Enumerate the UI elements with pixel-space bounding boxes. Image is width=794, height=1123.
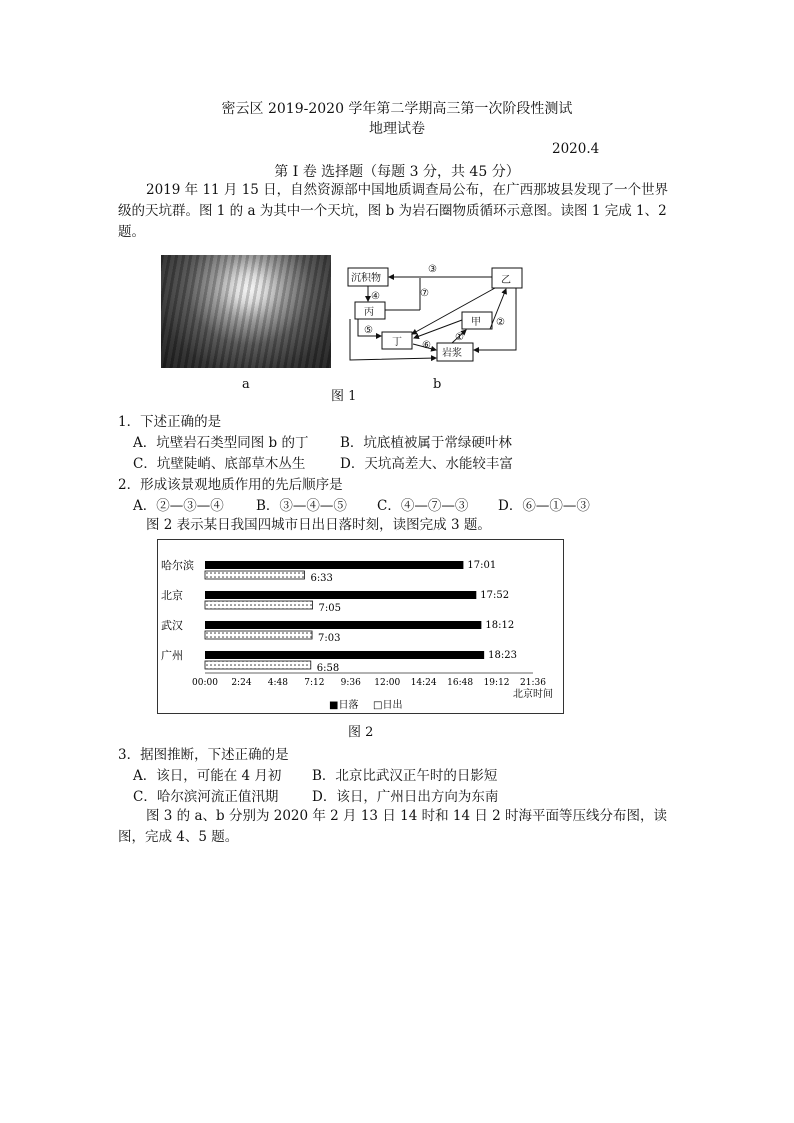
x-axis-label: 北京时间 — [513, 689, 553, 700]
question-2-option-a[interactable]: A．②—③—④ — [133, 498, 224, 514]
question-2-stem: 2．形成该景观地质作用的先后顺序是 — [118, 477, 343, 493]
marker-7: ⑦ — [420, 288, 429, 299]
section-heading: 第 I 卷 选择题（每题 3 分，共 45 分） — [274, 164, 520, 180]
x-tick-label: 19:12 — [483, 678, 510, 688]
exam-title: 密云区 2019-2020 学年第二学期高三第一次阶段性测试 — [221, 101, 573, 117]
question-2-option-b[interactable]: B．③—④—⑤ — [256, 498, 347, 514]
sinkhole-photo — [161, 255, 331, 368]
sunset-value: 17:01 — [467, 560, 497, 571]
sunset-value: 18:12 — [485, 620, 515, 631]
node-magma: 岩浆 — [442, 348, 462, 359]
marker-5: ⑤ — [364, 325, 373, 336]
x-tick-label: 4:48 — [267, 678, 288, 688]
question-3-option-b[interactable]: B．北京比武汉正午时的日影短 — [312, 768, 498, 784]
sunrise-sunset-chart — [157, 539, 564, 714]
node-ding: 丁 — [392, 337, 402, 348]
exam-subtitle: 地理试卷 — [369, 121, 425, 137]
city-label: 武汉 — [161, 619, 183, 632]
rock-cycle-diagram — [340, 258, 540, 368]
marker-6: ⑥ — [422, 340, 431, 351]
sunrise-value: 6:58 — [316, 663, 340, 674]
question-1-option-a[interactable]: A．坑壁岩石类型同图 b 的丁 — [133, 435, 309, 451]
node-sediment: 沉积物 — [351, 273, 381, 284]
sunset-bar — [205, 561, 463, 569]
x-tick-label: 9:36 — [340, 678, 361, 688]
sunset-value: 17:52 — [480, 590, 510, 601]
node-yi: 乙 — [501, 275, 511, 286]
figure1-caption: 图 1 — [331, 389, 357, 404]
question-2-option-d[interactable]: D．⑥—①—③ — [498, 498, 590, 514]
sunset-bar — [205, 651, 484, 659]
city-label: 哈尔滨 — [161, 559, 194, 572]
sunrise-value: 7:05 — [318, 603, 342, 614]
x-tick-label: 21:36 — [520, 678, 546, 688]
marker-4: ④ — [371, 291, 380, 302]
question-3-option-c[interactable]: C．哈尔滨河流正值汛期 — [133, 789, 279, 805]
sunrise-value: 7:03 — [318, 633, 341, 644]
x-tick-label: 12:00 — [374, 678, 401, 688]
sunrise-bar — [205, 661, 311, 669]
sunrise-bar — [205, 631, 312, 639]
figure1-label-a: a — [242, 377, 250, 392]
question-3-option-d[interactable]: D．该日，广州日出方向为东南 — [312, 789, 499, 805]
sunrise-bar — [205, 601, 313, 609]
intro-paragraph-2: 图 2 表示某日我国四城市日出日落时刻，读图完成 3 题。 — [146, 517, 491, 533]
question-3-option-a[interactable]: A．该日，可能在 4 月初 — [133, 768, 282, 784]
question-2-option-c[interactable]: C．④—⑦—③ — [377, 498, 469, 514]
x-tick-label: 14:24 — [410, 678, 437, 688]
question-1-option-c[interactable]: C．坑壁陡峭、底部草木丛生 — [133, 456, 306, 472]
question-1-stem: 1．下述正确的是 — [118, 414, 222, 430]
figure1-label-b: b — [433, 377, 442, 392]
city-label: 北京 — [161, 589, 183, 602]
exam-date: 2020.4 — [552, 141, 600, 157]
marker-3: ③ — [428, 264, 437, 275]
marker-2: ② — [496, 317, 505, 328]
x-tick-label: 7:12 — [304, 678, 325, 688]
x-tick-label: 00:00 — [192, 678, 218, 688]
sunset-bar — [205, 591, 476, 599]
sunset-bar — [205, 621, 481, 629]
city-label: 广州 — [161, 649, 183, 662]
sunrise-bar — [205, 571, 304, 579]
node-bing: 丙 — [364, 307, 374, 318]
sunset-value: 18:23 — [488, 650, 517, 661]
legend-sunset: ■日落 — [329, 700, 359, 711]
sunrise-value: 6:33 — [310, 573, 333, 584]
intro-paragraph-3: 图 3 的 a、b 分别为 2020 年 2 月 13 日 14 时和 14 日 2 时海平面等压线分布图，读图，完成 4、5 题。 — [118, 808, 668, 845]
intro-paragraph-1: 2019 年 11 月 15 日，自然资源部中国地质调查局公布，在广西那坡县发现了一个世界级的天坑群。图 1 的 a 为其中一个天坑，图 b 为岩石圈物质循环示意图。读图 1 完成 1、2 题。 — [118, 182, 669, 240]
x-tick-label: 2:24 — [231, 678, 252, 688]
legend-sunrise: □日出 — [373, 700, 403, 711]
marker-1: ① — [455, 332, 464, 343]
x-tick-label: 16:48 — [447, 678, 474, 688]
node-jia: 甲 — [471, 317, 481, 328]
question-1-option-d[interactable]: D．天坑高差大、水能较丰富 — [340, 456, 513, 472]
question-1-option-b[interactable]: B．坑底植被属于常绿硬叶林 — [340, 435, 512, 451]
figure2-caption: 图 2 — [348, 725, 374, 740]
question-3-stem: 3．据图推断，下述正确的是 — [118, 747, 289, 763]
